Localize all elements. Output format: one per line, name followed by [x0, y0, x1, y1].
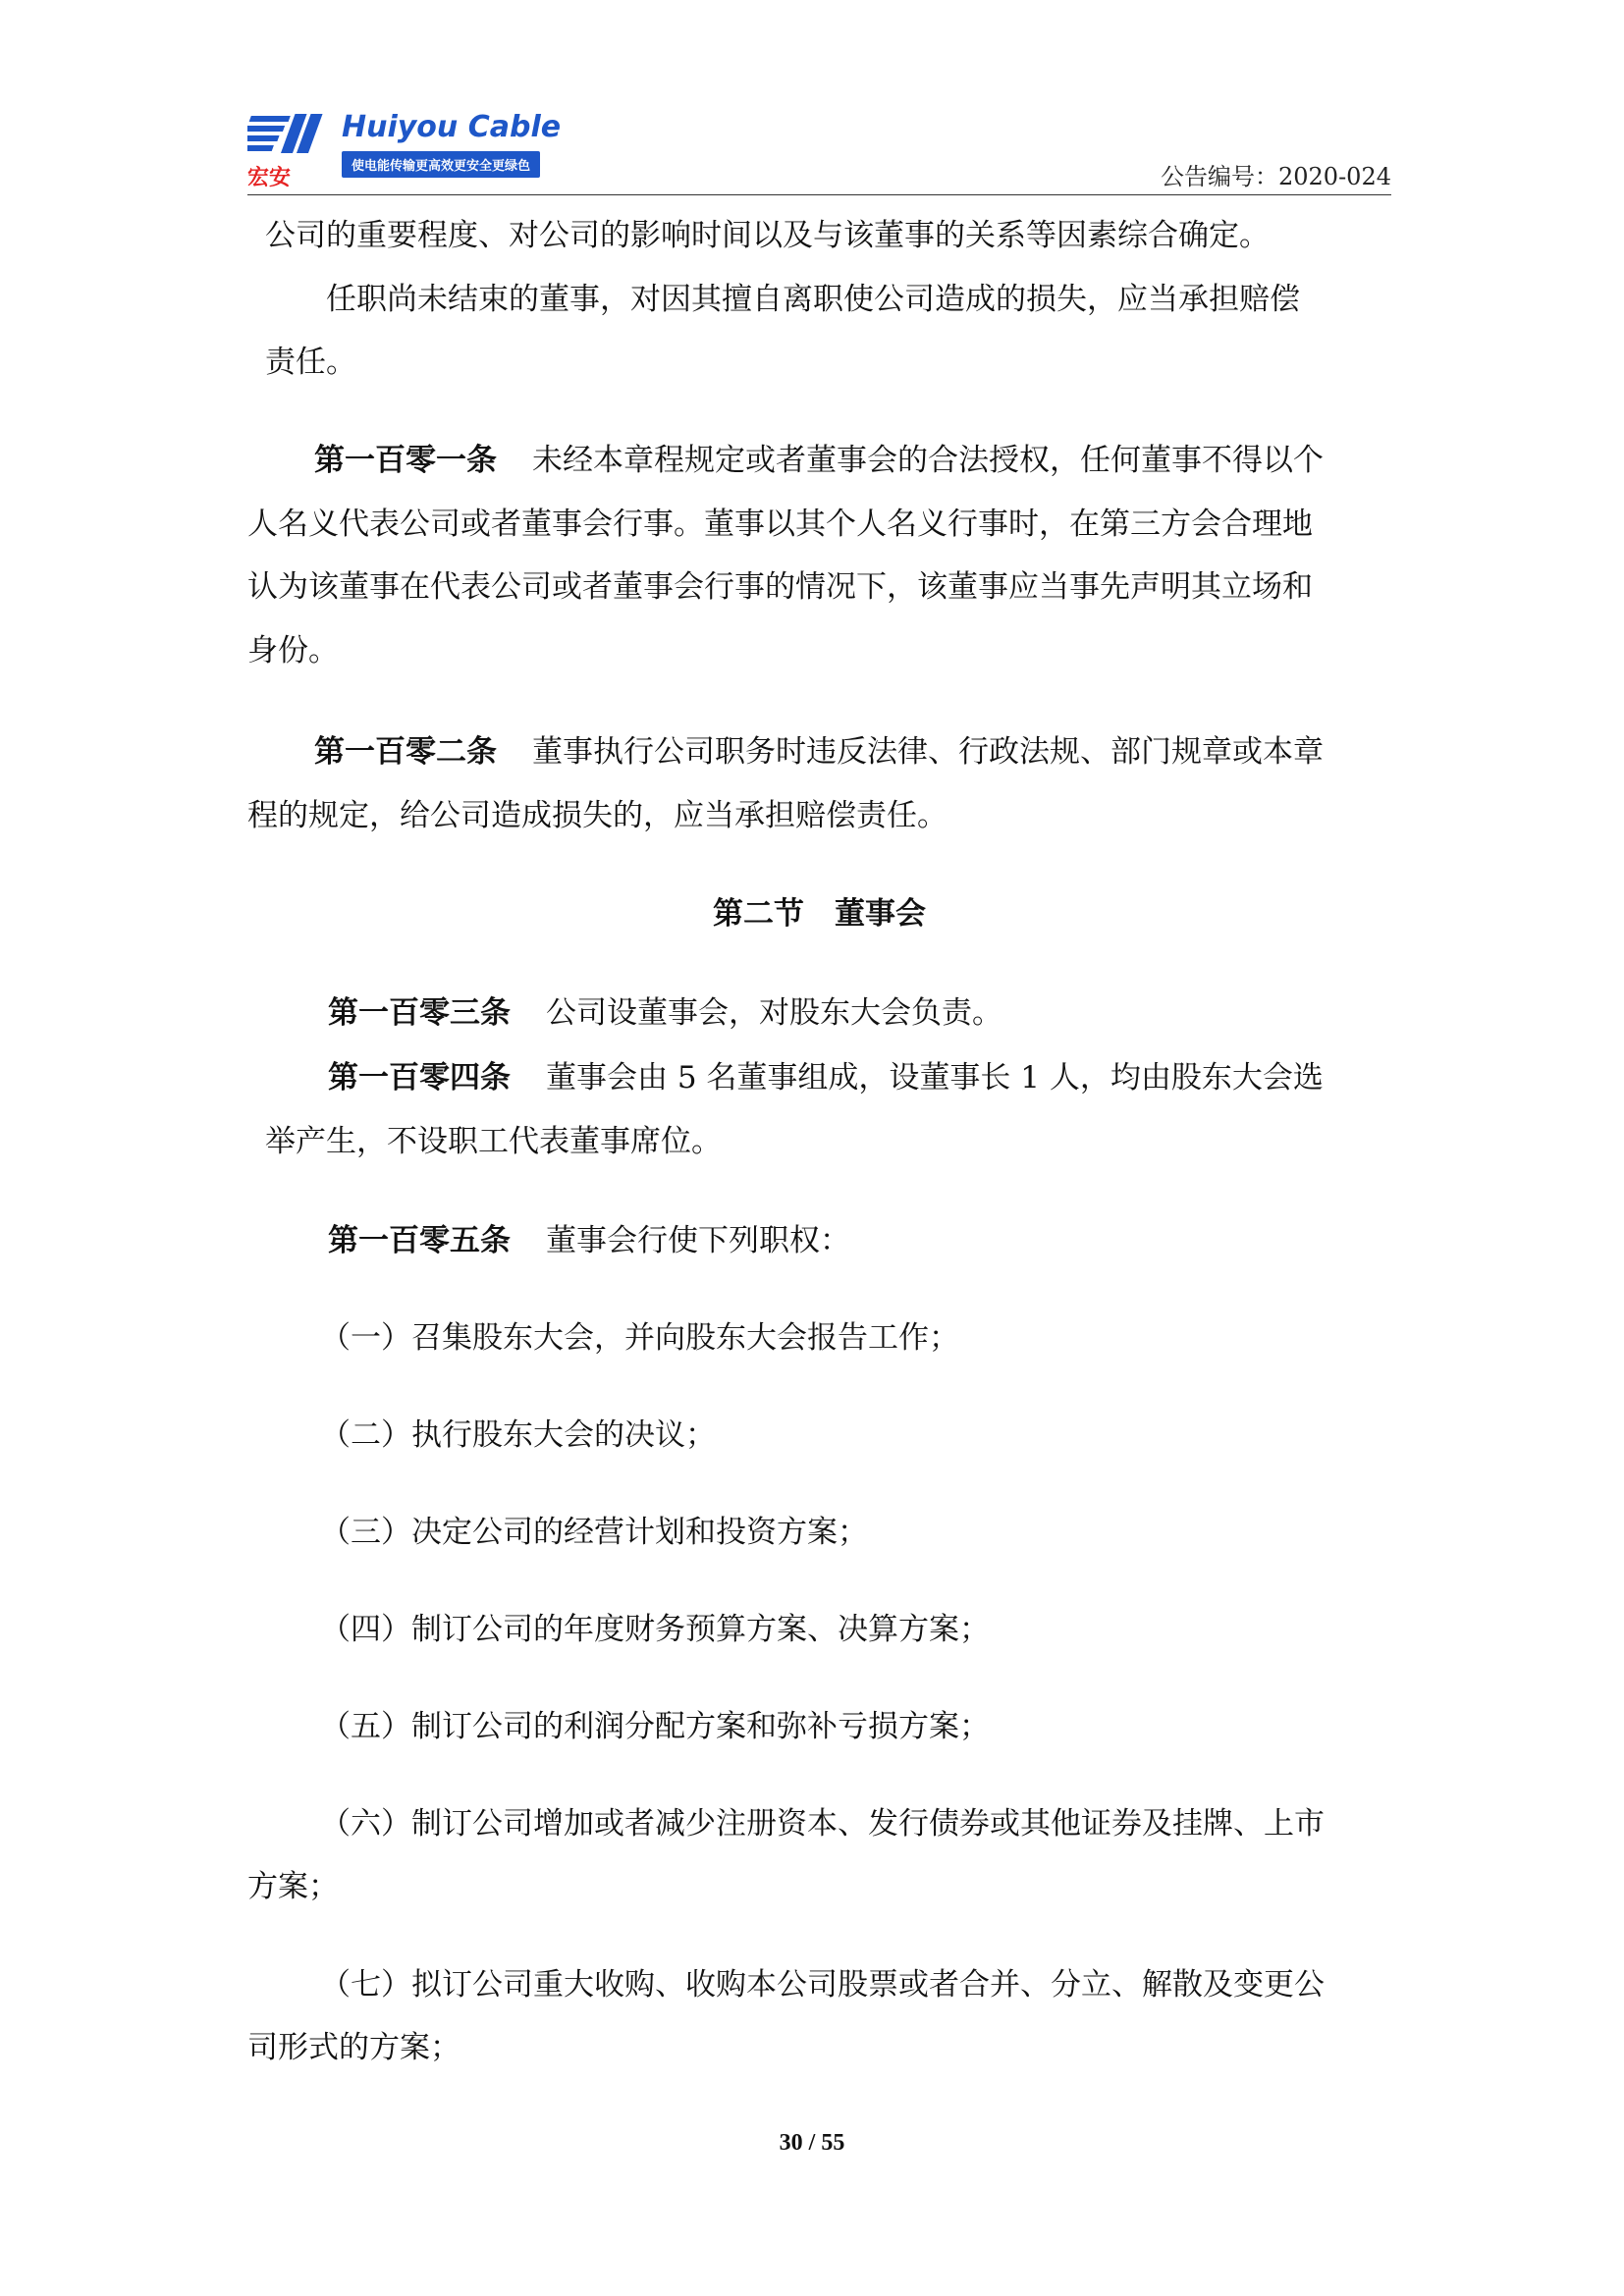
header-divider — [247, 194, 1391, 195]
article-title: 第一百零五条 — [328, 1223, 511, 1258]
article-text: 董事会由 5 名董事组成，设董事长 1 人，均由股东大会选 — [546, 1060, 1324, 1095]
article-text: 董事执行公司职务时违反法律、行政法规、部门规章或本章 — [532, 734, 1324, 770]
paragraph-line: 程的规定，给公司造成损失的，应当承担赔偿责任。 — [247, 798, 947, 833]
article-title: 第一百零一条 — [314, 443, 497, 478]
list-item: （五）制订公司的利润分配方案和弥补亏损方案； — [320, 1709, 990, 1744]
page-header — [247, 108, 1391, 200]
paragraph-line: 公司的重要程度、对公司的影响时间以及与该董事的关系等因素综合确定。 — [265, 218, 1270, 253]
article-title: 第一百零四条 — [328, 1060, 511, 1095]
article-104-first-line — [328, 1052, 1324, 1096]
logo-brand-name: Huiyou Cable — [342, 110, 562, 144]
logo-chinese-name: 宏安 — [247, 166, 292, 190]
company-logo — [247, 108, 571, 190]
section-title: 第二节 董事会 — [713, 896, 926, 932]
list-item: （四）制订公司的年度财务预算方案、决算方案； — [320, 1612, 990, 1647]
paragraph-line: 任职尚未结束的董事，对因其擅自离职使公司造成的损失，应当承担赔偿 — [326, 282, 1300, 317]
list-item-continuation: 方案； — [247, 1869, 339, 1904]
article-title: 第一百零二条 — [314, 734, 497, 770]
list-item: （三）决定公司的经营计划和投资方案； — [320, 1515, 868, 1550]
list-item: （二）执行股东大会的决议； — [320, 1417, 716, 1453]
paragraph-line: 身份。 — [247, 633, 339, 668]
article-text: 董事会行使下列职权： — [546, 1223, 850, 1258]
logo-slogan: 使电能传输更高效更安全更绿色 — [342, 151, 540, 178]
paragraph-line: 认为该董事在代表公司或者董事会行事的情况下，该董事应当事先声明其立场和 — [247, 569, 1313, 605]
list-item: （六）制订公司增加或者减少注册资本、发行债券或其他证券及挂牌、上市 — [320, 1806, 1325, 1842]
article-102-first-line — [314, 726, 1324, 771]
list-item: （七）拟订公司重大收购、收购本公司股票或者合并、分立、解散及变更公 — [320, 1967, 1325, 2002]
article-text: 公司设董事会，对股东大会负责。 — [546, 995, 1002, 1031]
notice-number: 公告编号：2020-024 — [1161, 163, 1391, 190]
paragraph-line: 举产生，不设职工代表董事席位。 — [265, 1124, 722, 1159]
article-103-line — [328, 988, 1002, 1032]
list-item: （一）召集股东大会，并向股东大会报告工作； — [320, 1320, 959, 1356]
article-title: 第一百零三条 — [328, 995, 511, 1031]
article-101-first-line — [314, 435, 1324, 479]
article-105-line — [328, 1215, 850, 1259]
page-number: 30 / 55 — [779, 2130, 845, 2156]
paragraph-line: 责任。 — [265, 345, 356, 380]
list-item-continuation: 司形式的方案； — [247, 2030, 460, 2065]
article-text: 未经本章程规定或者董事会的合法授权，任何董事不得以个 — [532, 443, 1324, 478]
paragraph-line: 人名义代表公司或者董事会行事。董事以其个人名义行事时，在第三方会合理地 — [247, 507, 1313, 542]
